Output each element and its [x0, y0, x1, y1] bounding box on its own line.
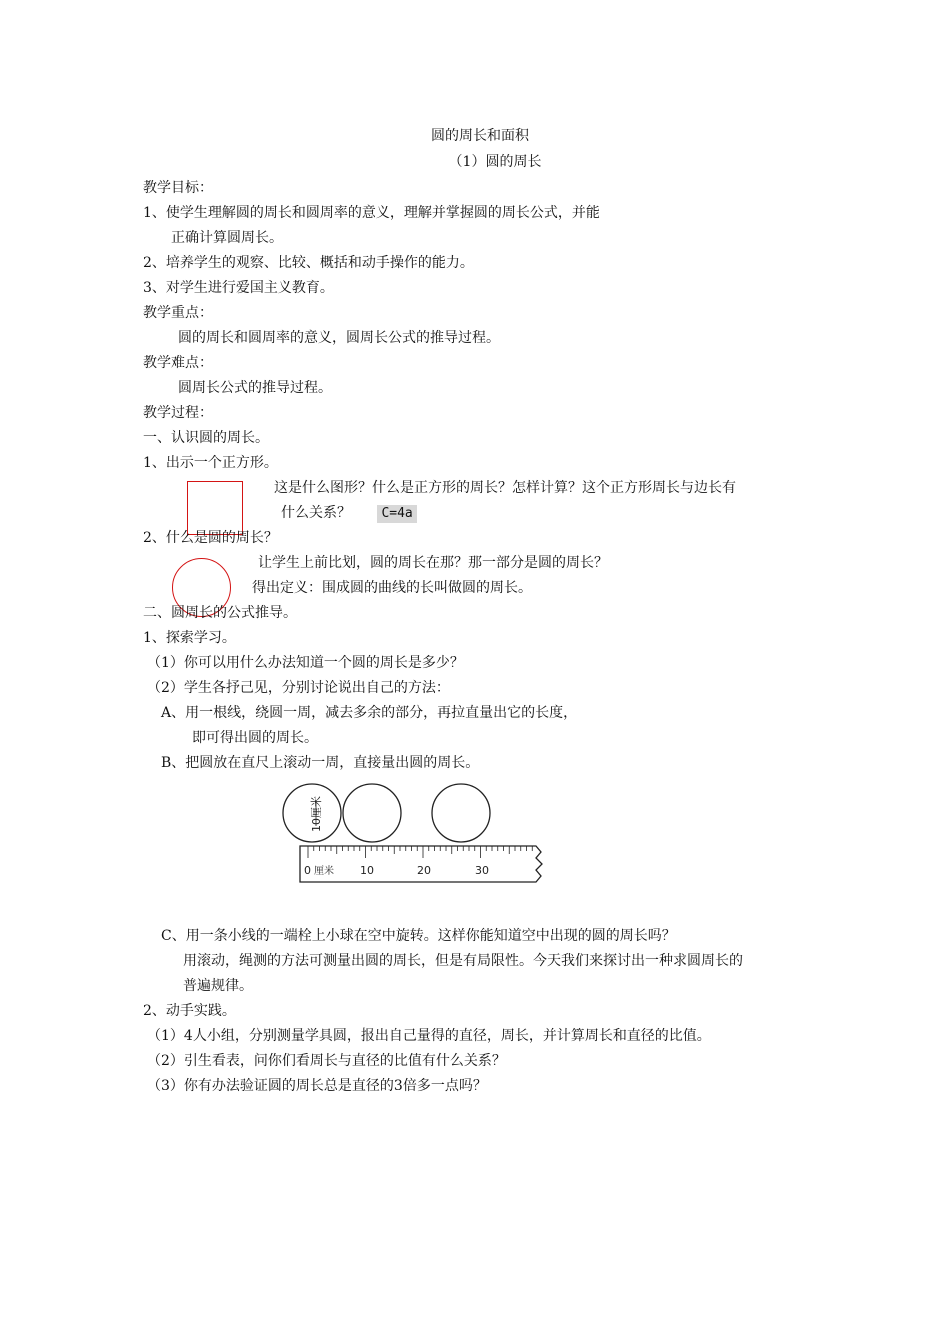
circle-activity: 让学生上前比划，圆的周长在那？那一部分是圆的周长？ [258, 555, 608, 571]
rolling-circle-2 [343, 784, 401, 842]
rolling-circle-ruler-figure [278, 778, 550, 888]
heading-key-points: 教学重点： [143, 305, 213, 321]
circle-definition: 得出定义：围成圆的曲线的长叫做圆的周长。 [252, 580, 532, 596]
question-1: （1）你可以用什么办法知道一个圆的周长是多少？ [147, 655, 464, 671]
section-1-title: 一、认识圆的周长。 [143, 430, 269, 446]
square-question-cont [281, 504, 417, 523]
step-1-1: 1、出示一个正方形。 [143, 455, 278, 471]
practice-3: （3）你有办法验证圆的周长总是直径的3倍多一点吗？ [147, 1078, 487, 1094]
heading-process: 教学过程： [143, 405, 213, 421]
heading-difficulties: 教学难点： [143, 355, 213, 371]
method-a-cont: 即可得出圆的周长。 [192, 730, 318, 746]
ruler-tick-label-20: 20 [417, 864, 431, 877]
difficulties-text: 圆周长公式的推导过程。 [178, 380, 332, 396]
key-points-text: 圆的周长和圆周率的意义，圆周长公式的推导过程。 [178, 330, 500, 346]
ruler-tick-marks [308, 846, 532, 858]
objective-1-cont: 正确计算圆周长。 [171, 230, 283, 246]
step-2-2: 2、动手实践。 [143, 1003, 236, 1019]
objective-3: 3、对学生进行爱国主义教育。 [143, 280, 334, 296]
circle-diameter-label: 10厘米 [310, 796, 323, 832]
step-2-1: 1、探索学习。 [143, 630, 236, 646]
section-2-title: 二、圆周长的公式推导。 [143, 605, 297, 621]
method-c: C、用一条小线的一端栓上小球在空中旋转。这样你能知道空中出现的圆的周长吗？ [161, 928, 676, 944]
limitation-note-cont: 普遍规律。 [183, 978, 253, 994]
ruler-tick-label-30: 30 [475, 864, 489, 877]
objective-2: 2、培养学生的观察、比较、概括和动手操作的能力。 [143, 255, 474, 271]
ruler-tick-label-10: 10 [360, 864, 374, 877]
method-a: A、用一根线，绕圆一周，减去多余的部分，再拉直量出它的长度， [161, 705, 578, 721]
method-b: B、把圆放在直尺上滚动一周，直接量出圆的周长。 [161, 755, 480, 771]
square-shape [187, 481, 243, 535]
practice-1: （1）4人小组，分别测量学具圆，报出自己量得的直径，周长，并计算周长和直径的比值。 [147, 1028, 711, 1044]
page-subtitle: （1）圆的周长 [448, 154, 542, 170]
limitation-note: 用滚动，绳测的方法可测量出圆的周长，但是有局限性。今天我们来探讨出一种求圆周长的 [183, 953, 743, 969]
formula-square-perimeter: C=4a [377, 505, 416, 523]
square-question-end: 什么关系？ [281, 505, 351, 521]
ruler-unit-label: 厘米 [314, 866, 334, 877]
rolling-circle-3 [432, 784, 490, 842]
practice-2: （2）引生看表，问你们看周长与直径的比值有什么关系？ [147, 1053, 506, 1069]
square-question: 这是什么图形？什么是正方形的周长？怎样计算？这个正方形周长与边长有 [274, 480, 736, 496]
question-2: （2）学生各抒己见，分别讨论说出自己的方法： [147, 680, 450, 696]
page-title: 圆的周长和面积 [431, 128, 529, 144]
objective-1: 1、使学生理解圆的周长和圆周率的意义，理解并掌握圆的周长公式，并能 [143, 205, 600, 221]
heading-objectives: 教学目标： [143, 180, 213, 196]
ruler-tick-label-0: 0 [304, 864, 311, 877]
step-1-2: 2、什么是圆的周长？ [143, 530, 278, 546]
